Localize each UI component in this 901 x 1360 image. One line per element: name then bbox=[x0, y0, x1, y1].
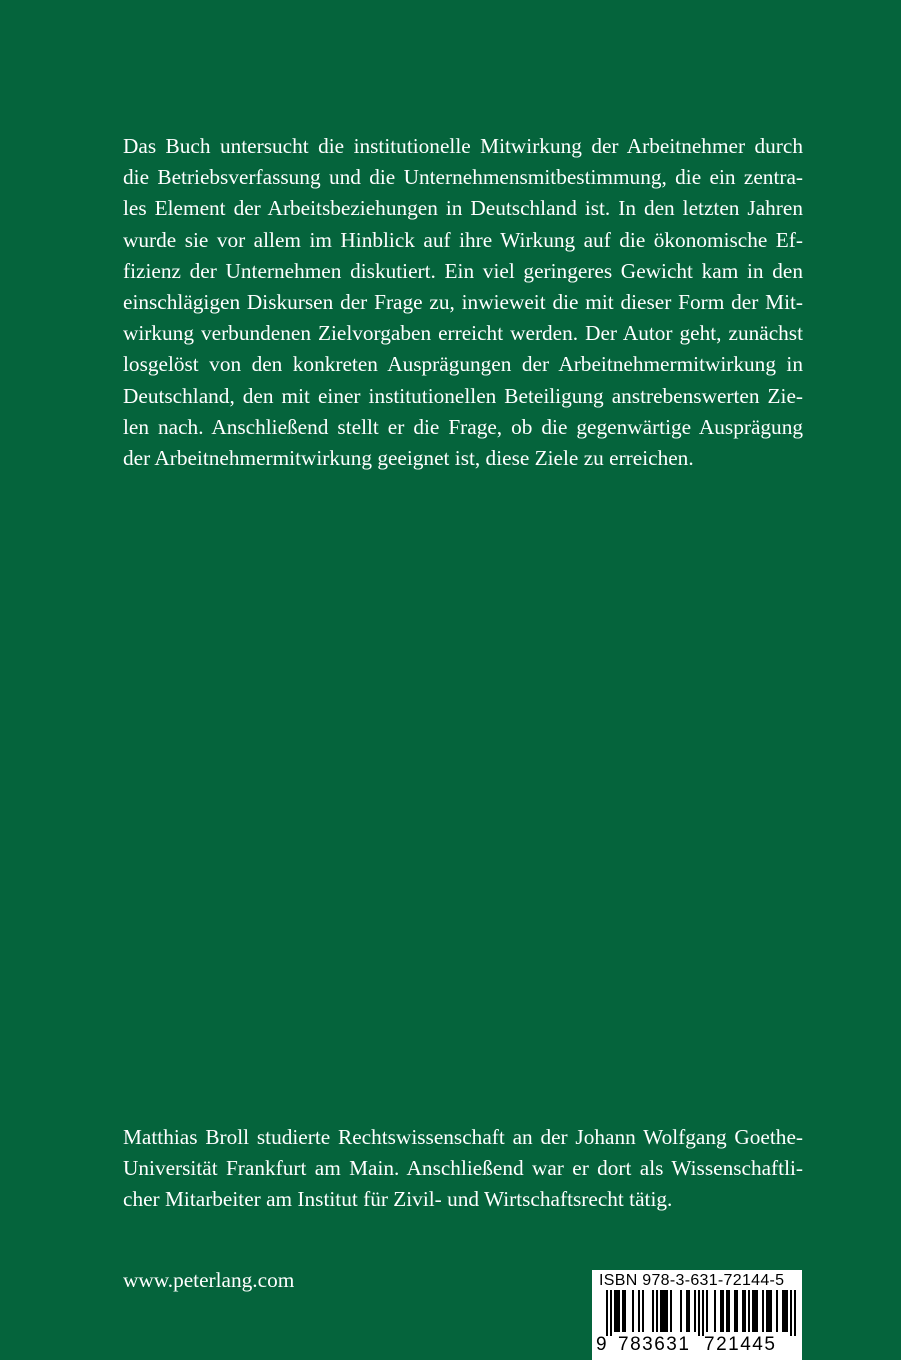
barcode-bar bbox=[726, 1290, 728, 1332]
barcode-bar bbox=[756, 1290, 758, 1332]
barcode-bar bbox=[616, 1290, 618, 1332]
barcode-bar bbox=[768, 1290, 770, 1332]
barcode-bar bbox=[632, 1290, 634, 1332]
barcode-graphic bbox=[592, 1290, 802, 1336]
author-bio bbox=[123, 1122, 803, 1216]
barcode-bar bbox=[782, 1290, 784, 1332]
barcode-bar bbox=[660, 1290, 662, 1332]
barcode-digit-first: 9 bbox=[596, 1334, 607, 1355]
barcode-bar bbox=[714, 1290, 716, 1332]
barcode-bar bbox=[702, 1290, 704, 1336]
barcode-bar bbox=[642, 1290, 644, 1332]
barcode-bar bbox=[688, 1290, 690, 1332]
bio-line: cher Mitarbeiter am Institut für Zivil- und Wirtschaftsrecht tätig. bbox=[123, 1187, 673, 1212]
barcode-bar bbox=[686, 1290, 688, 1332]
bio-line: Universität Frankfurt am Main. Anschließend war er dort als Wissenschaftli- bbox=[123, 1156, 803, 1181]
barcode-bar bbox=[790, 1290, 792, 1336]
barcode-bar bbox=[614, 1290, 616, 1332]
barcode-bar bbox=[734, 1290, 736, 1332]
barcode-bar bbox=[786, 1290, 788, 1332]
blurb-line: einschlägigen Diskursen der Frage zu, inwieweit die mit dieser Form der Mit- bbox=[123, 290, 803, 315]
barcode-bar bbox=[736, 1290, 738, 1332]
blurb-line: Deutschland, den mit einer institutionellen Beteiligung anstrebenswerten Zie- bbox=[123, 383, 803, 408]
blurb-line: die Betriebsverfassung und die Unternehmensmitbestimmung, die ein zentra- bbox=[123, 165, 803, 190]
barcode-bar bbox=[622, 1290, 624, 1332]
barcode-bar bbox=[728, 1290, 730, 1332]
book-blurb bbox=[123, 131, 803, 474]
barcode-bar bbox=[706, 1290, 708, 1332]
barcode-bar bbox=[618, 1290, 620, 1332]
isbn-barcode bbox=[592, 1270, 802, 1360]
blurb-line: fizienz der Unternehmen diskutiert. Ein viel geringeres Gewicht kam in den bbox=[123, 258, 803, 283]
blurb-line: Das Buch untersucht die institutionelle Mitwirkung der Arbeitnehmer durch bbox=[123, 134, 803, 158]
blurb-line: der Arbeitnehmermitwirkung geeignet ist, diese Ziele zu erreichen. bbox=[123, 446, 694, 471]
barcode-bar bbox=[776, 1290, 778, 1332]
barcode-bar bbox=[770, 1290, 772, 1332]
barcode-digits-left: 783631 bbox=[618, 1334, 691, 1355]
barcode-bar bbox=[784, 1290, 786, 1332]
barcode-bar bbox=[698, 1290, 700, 1336]
barcode-bar bbox=[742, 1290, 744, 1332]
barcode-bar bbox=[752, 1290, 754, 1332]
barcode-bar bbox=[638, 1290, 640, 1332]
barcode-bar bbox=[694, 1290, 696, 1332]
blurb-line: les Element der Arbeitsbeziehungen in Deutschland ist. In den letzten Jahren bbox=[123, 196, 803, 221]
barcode-bar bbox=[744, 1290, 746, 1332]
publisher-url[interactable]: www.peterlang.com bbox=[123, 1268, 295, 1292]
barcode-bar bbox=[766, 1290, 768, 1332]
barcode-bar bbox=[748, 1290, 750, 1332]
blurb-line: wurde sie vor allem im Hinblick auf ihre Wirkung auf die ökonomische Ef- bbox=[123, 227, 803, 252]
blurb-line: losgelöst von den konkreten Ausprägungen der Arbeitnehmermitwirkung in bbox=[123, 352, 803, 377]
barcode-bar bbox=[670, 1290, 672, 1332]
barcode-bar bbox=[794, 1290, 796, 1336]
barcode-bar bbox=[610, 1290, 612, 1336]
blurb-line: wirkung verbundenen Zielvorgaben erreicht werden. Der Autor geht, zunächst bbox=[123, 321, 803, 346]
barcode-bar bbox=[652, 1290, 654, 1332]
barcode-bar bbox=[624, 1290, 626, 1332]
isbn-label: ISBN 978-3-631-72144-5 bbox=[599, 1272, 785, 1289]
barcode-bar bbox=[720, 1290, 722, 1332]
barcode-digits-right: 721445 bbox=[704, 1334, 777, 1355]
barcode-bar bbox=[680, 1290, 682, 1332]
blurb-line: len nach. Anschließend stellt er die Frage, ob die gegenwärtige Ausprägung bbox=[123, 414, 803, 439]
barcode-bar bbox=[664, 1290, 666, 1332]
barcode-bar bbox=[656, 1290, 658, 1332]
barcode-bar bbox=[754, 1290, 756, 1332]
bio-line: Matthias Broll studierte Rechtswissenschaft an der Johann Wolfgang Goethe- bbox=[123, 1125, 803, 1149]
barcode-bar bbox=[762, 1290, 764, 1332]
barcode-bar bbox=[722, 1290, 724, 1332]
barcode-bar bbox=[606, 1290, 608, 1336]
barcode-bar bbox=[662, 1290, 664, 1332]
barcode-bar bbox=[666, 1290, 668, 1332]
